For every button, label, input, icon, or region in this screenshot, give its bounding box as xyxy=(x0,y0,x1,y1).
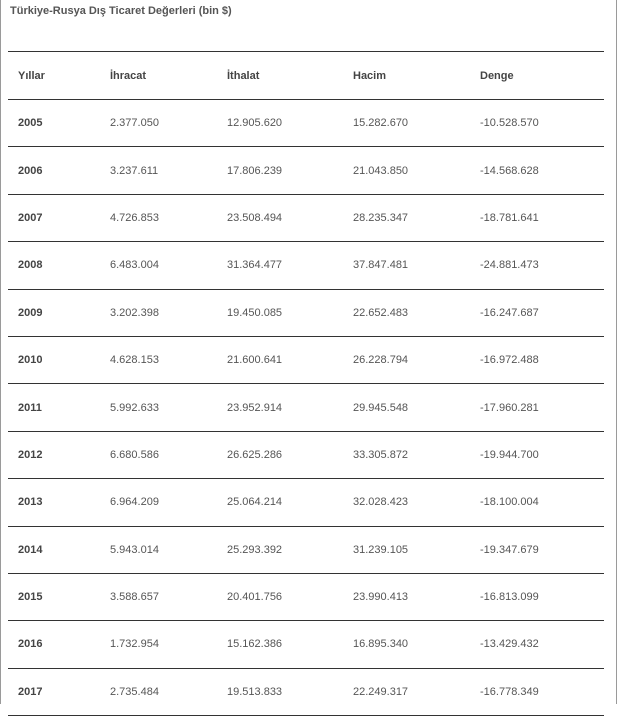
cell-ihracat: 3.237.611 xyxy=(100,147,217,194)
cell-hacim: 32.028.423 xyxy=(343,479,470,526)
cell-ihracat: 4.628.153 xyxy=(100,336,217,383)
cell-hacim: 15.282.670 xyxy=(343,100,470,147)
cell-ithalat: 19.450.085 xyxy=(217,289,343,336)
cell-ithalat: 23.508.494 xyxy=(217,194,343,241)
cell-ihracat: 6.680.586 xyxy=(100,431,217,478)
header-row xyxy=(8,52,604,100)
table-row xyxy=(8,621,604,668)
cell-yil: 2010 xyxy=(8,336,100,383)
cell-yil: 2005 xyxy=(8,100,100,147)
cell-ithalat: 19.513.833 xyxy=(217,668,343,715)
cell-yil: 2014 xyxy=(8,526,100,573)
cell-yil: 2009 xyxy=(8,289,100,336)
table-row xyxy=(8,194,604,241)
cell-hacim: 33.305.872 xyxy=(343,431,470,478)
cell-ihracat: 6.483.004 xyxy=(100,242,217,289)
cell-yil: 2015 xyxy=(8,573,100,620)
cell-denge: -16.778.349 xyxy=(470,668,604,715)
cell-ihracat: 5.943.014 xyxy=(100,526,217,573)
header-yillar: Yıllar xyxy=(8,52,100,100)
cell-ithalat: 15.162.386 xyxy=(217,621,343,668)
cell-ithalat: 25.293.392 xyxy=(217,526,343,573)
cell-ihracat: 5.992.633 xyxy=(100,384,217,431)
cell-ihracat: 2.377.050 xyxy=(100,100,217,147)
table-row xyxy=(8,384,604,431)
cell-denge: -19.944.700 xyxy=(470,431,604,478)
cell-yil: 2016 xyxy=(8,621,100,668)
cell-ithalat: 25.064.214 xyxy=(217,479,343,526)
cell-denge: -24.881.473 xyxy=(470,242,604,289)
header-hacim: Hacim xyxy=(343,52,470,100)
cell-ihracat: 6.964.209 xyxy=(100,479,217,526)
cell-ithalat: 20.401.756 xyxy=(217,573,343,620)
cell-ithalat: 21.600.641 xyxy=(217,336,343,383)
cell-hacim: 21.043.850 xyxy=(343,147,470,194)
trade-table xyxy=(8,51,604,716)
cell-denge: -18.100.004 xyxy=(470,479,604,526)
header-ihracat: İhracat xyxy=(100,52,217,100)
table-row xyxy=(8,100,604,147)
table-row xyxy=(8,147,604,194)
cell-ihracat: 3.202.398 xyxy=(100,289,217,336)
header-ithalat: İthalat xyxy=(217,52,343,100)
cell-yil: 2008 xyxy=(8,242,100,289)
cell-ihracat: 2.735.484 xyxy=(100,668,217,715)
cell-denge: -17.960.281 xyxy=(470,384,604,431)
table-row xyxy=(8,431,604,478)
table-title: Türkiye-Rusya Dış Ticaret Değerleri (bin $) xyxy=(10,5,232,17)
cell-hacim: 37.847.481 xyxy=(343,242,470,289)
cell-yil: 2007 xyxy=(8,194,100,241)
cell-ithalat: 17.806.239 xyxy=(217,147,343,194)
cell-denge: -16.813.099 xyxy=(470,573,604,620)
cell-hacim: 28.235.347 xyxy=(343,194,470,241)
cell-ithalat: 12.905.620 xyxy=(217,100,343,147)
cell-yil: 2006 xyxy=(8,147,100,194)
cell-hacim: 22.249.317 xyxy=(343,668,470,715)
table-row xyxy=(8,668,604,715)
table-row xyxy=(8,242,604,289)
cell-yil: 2017 xyxy=(8,668,100,715)
table-row xyxy=(8,479,604,526)
cell-denge: -13.429.432 xyxy=(470,621,604,668)
cell-hacim: 16.895.340 xyxy=(343,621,470,668)
cell-yil: 2012 xyxy=(8,431,100,478)
cell-denge: -14.568.628 xyxy=(470,147,604,194)
header-denge: Denge xyxy=(470,52,604,100)
cell-hacim: 22.652.483 xyxy=(343,289,470,336)
cell-ihracat: 1.732.954 xyxy=(100,621,217,668)
cell-hacim: 26.228.794 xyxy=(343,336,470,383)
cell-hacim: 31.239.105 xyxy=(343,526,470,573)
table-row xyxy=(8,526,604,573)
cell-ithalat: 31.364.477 xyxy=(217,242,343,289)
table-row xyxy=(8,573,604,620)
table-row xyxy=(8,289,604,336)
cell-hacim: 29.945.548 xyxy=(343,384,470,431)
cell-ithalat: 26.625.286 xyxy=(217,431,343,478)
cell-yil: 2013 xyxy=(8,479,100,526)
cell-denge: -18.781.641 xyxy=(470,194,604,241)
cell-denge: -19.347.679 xyxy=(470,526,604,573)
cell-denge: -16.972.488 xyxy=(470,336,604,383)
cell-denge: -16.247.687 xyxy=(470,289,604,336)
cell-hacim: 23.990.413 xyxy=(343,573,470,620)
table-row xyxy=(8,336,604,383)
cell-ithalat: 23.952.914 xyxy=(217,384,343,431)
cell-ihracat: 4.726.853 xyxy=(100,194,217,241)
cell-ihracat: 3.588.657 xyxy=(100,573,217,620)
cell-yil: 2011 xyxy=(8,384,100,431)
cell-denge: -10.528.570 xyxy=(470,100,604,147)
